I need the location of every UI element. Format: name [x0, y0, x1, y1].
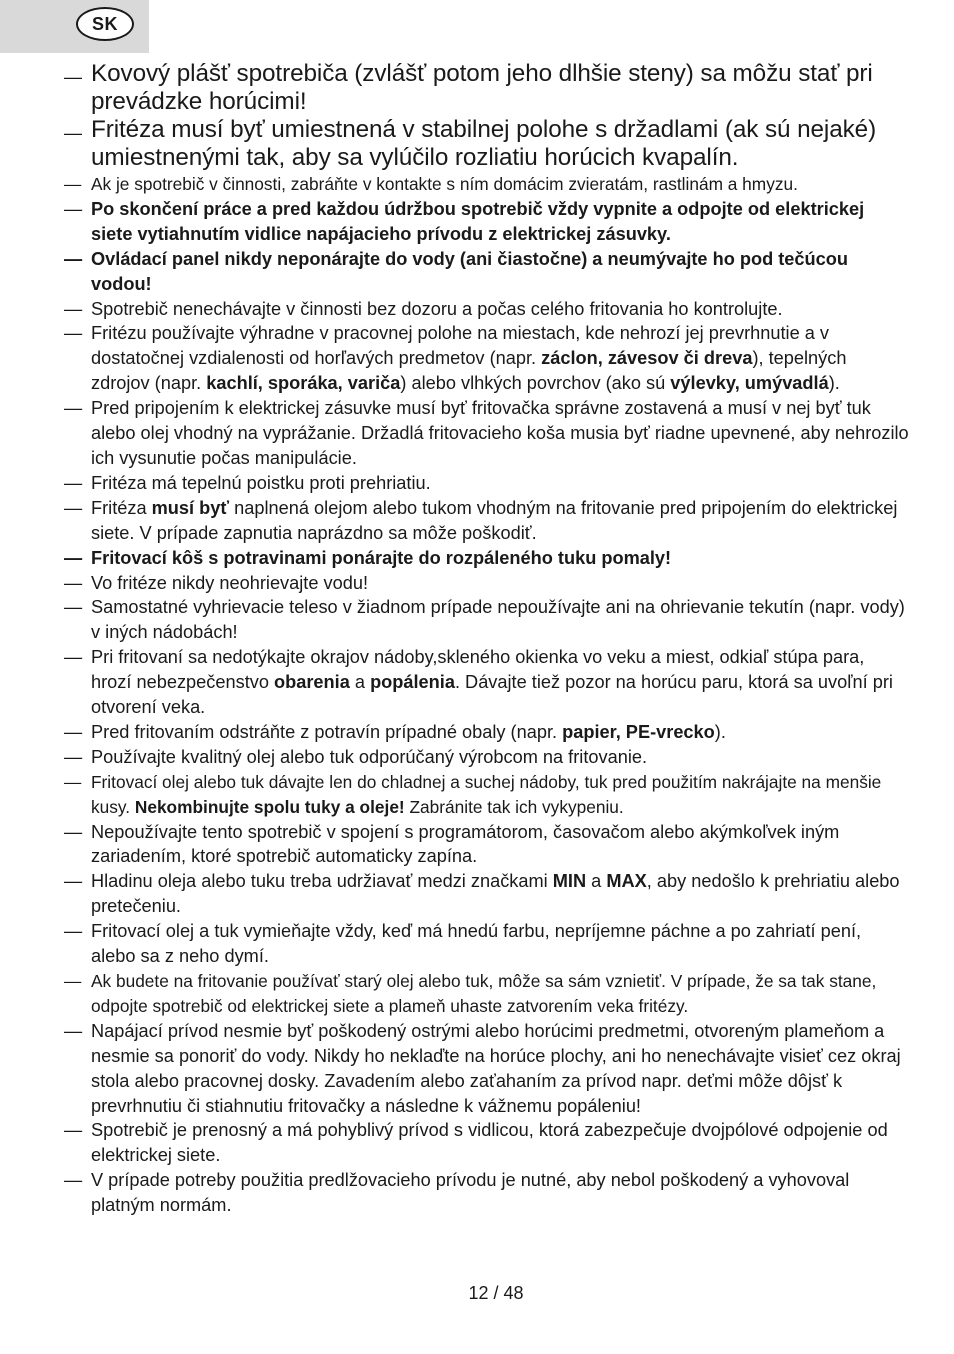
instruction-item [64, 321, 909, 396]
dash-bullet: — [64, 67, 82, 87]
instruction-text: , aby nedošlo k prehriatiu alebo pretečeniu. [91, 871, 900, 917]
dash-bullet: — [64, 1170, 83, 1191]
instruction-text: naplnená olejom alebo tukom vhodným na fritovanie pred pripojením do elektrickej siete. V prípade zapnutia naprázdno sa môže poškodiť. [91, 497, 898, 543]
emphasized-text: MIN [552, 871, 587, 892]
instruction-text: ). [714, 721, 726, 742]
instruction-text: Ak budete na fritovanie používať starý olej alebo tuk, môže sa sám vznietiť. V prípade, že sa tak stane, odpojte spotrebič od elektrickej siete a plameň uhaste zatvorením veka fritézy. [91, 971, 877, 1016]
instruction-text: a [349, 672, 371, 693]
instruction-text: Kovový plášť spotrebiča (zvlášť potom jeho dlhšie steny) sa môžu stať pri prevádzke horúcimi! [91, 60, 873, 115]
emphasized-text: Po skončení práce a pred každou údržbou spotrebič vždy vypnite a odpojte od elektrickej siete vytiahnutím vidlice napájacieho prívodu z elektrickej zásuvky. [91, 198, 865, 244]
instruction-item [64, 297, 909, 322]
instruction-text: Pri fritovaní sa nedotýkajte okrajov nádoby,skleného okienka vo veku a miest, odkiaľ stúpa para, hrozí nebezpečenstvo [91, 647, 865, 693]
instruction-item [64, 60, 909, 116]
emphasized-text: popálenia [370, 672, 455, 693]
dash-bullet: — [64, 971, 82, 991]
instruction-text: ). [828, 373, 840, 394]
instruction-item [64, 471, 909, 496]
dash-bullet: — [64, 398, 83, 419]
dash-bullet: — [64, 547, 83, 568]
instruction-text: Fritézu používajte výhradne v pracovnej polohe na miestach, kde nehrozí jej prevrhnutie a v dostatočnej vzdialenosti od horľavých predmetov (napr. [91, 323, 830, 369]
instruction-text: Používajte kvalitný olej alebo tuk odporúčaný výrobcom na fritovanie. [91, 746, 648, 767]
instruction-item [64, 720, 909, 745]
instruction-item [64, 969, 909, 1019]
instruction-text: Zabránite tak ich vykypeniu. [404, 796, 624, 817]
dash-bullet: — [64, 298, 83, 319]
instruction-item [64, 496, 909, 546]
dash-bullet: — [64, 647, 83, 668]
dash-bullet: — [64, 472, 83, 493]
emphasized-text: Fritovací kôš s potravinami ponárajte do rozpáleného tuku pomaly! [91, 547, 672, 568]
instruction-text: ), tepelných zdrojov (napr. [91, 348, 847, 394]
instruction-text: Vo fritéze nikdy neohrievajte vodu! [91, 572, 369, 593]
page-number: 12 / 48 [468, 1283, 524, 1303]
instruction-item [64, 197, 909, 247]
instruction-text: Napájací prívod nesmie byť poškodený ostrými alebo horúcimi predmetmi, otvoreným plameňom a nesmie sa ponoriť do vody. Nikdy ho neklaďte na horúce plochy, ani ho nenechávajte visieť cez okraj stola alebo pracovnej dosky. Zavadením alebo zaťahaním za prívod napr. deťmi môže dôjsť k prevrhnutiu či stiahnutiu fritovačky a následne k vážnemu popáleniu! [91, 1020, 901, 1116]
dash-bullet: — [64, 174, 82, 194]
dash-bullet: — [64, 572, 83, 593]
instruction-text: . Dávajte tiež pozor na horúcu paru, ktorá sa uvoľní pri otvorení veka. [91, 672, 893, 718]
instruction-text: Pred fritovaním odstráňte z potravín prípadné obaly (napr. [91, 721, 563, 742]
dash-bullet: — [64, 1020, 83, 1041]
dash-bullet: — [64, 597, 83, 618]
instruction-item [64, 396, 909, 471]
instruction-item [64, 172, 909, 197]
instruction-item [64, 770, 909, 820]
dash-bullet: — [64, 871, 83, 892]
instruction-item [64, 745, 909, 770]
instruction-text: Nepoužívajte tento spotrebič v spojení s programátorom, časovačom alebo akýmkoľvek iným zariadením, ktoré spotrebič automaticky zapína. [91, 821, 840, 867]
instruction-item [64, 1118, 909, 1168]
dash-bullet: — [64, 821, 83, 842]
instruction-text: a [586, 871, 607, 892]
dash-bullet: — [64, 497, 83, 518]
instruction-item [64, 645, 909, 720]
emphasized-text: papier, PE-vrecko [562, 721, 715, 742]
instruction-item [64, 820, 909, 870]
dash-bullet: — [64, 323, 83, 344]
emphasized-text: Nekombinujte spolu tuky a oleje! [134, 796, 405, 817]
dash-bullet: — [64, 198, 83, 219]
instruction-item [64, 116, 909, 172]
instruction-item [64, 595, 909, 645]
instruction-text: Fritéza [91, 497, 152, 518]
instruction-item [64, 919, 909, 969]
instruction-text: Fritéza musí byť umiestnená v stabilnej polohe s držadlami (ak sú nejaké) umiestnenými tak, aby sa vylúčilo rozliatiu horúcich kvapalín. [91, 116, 877, 171]
dash-bullet: — [64, 248, 83, 269]
instruction-text: Fritovací olej a tuk vymieňajte vždy, keď má hnedú farbu, nepríjemne páchne a po zahriatí pení, alebo sa z neho dymí. [91, 921, 862, 967]
emphasized-text: kachlí, sporáka, variča [206, 373, 401, 394]
instruction-text: Spotrebič je prenosný a má pohyblivý prívod s vidlicou, ktorá zabezpečuje dvojpólové odpojenie od elektrickej siete. [91, 1120, 888, 1166]
instruction-text: V prípade potreby použitia predlžovacieho prívodu je nutné, aby nebol poškodený a vyhovoval platným normám. [91, 1170, 850, 1216]
language-tab [0, 0, 149, 53]
instruction-text: Spotrebič nenechávajte v činnosti bez dozoru a počas celého fritovania ho kontrolujte. [91, 298, 783, 319]
emphasized-text: MAX [606, 871, 647, 892]
instruction-text: ) alebo vlhkých povrchov (ako sú [400, 373, 671, 394]
dash-bullet: — [64, 1120, 83, 1141]
instruction-text: Samostatné vyhrievacie teleso v žiadnom prípade nepoužívajte ani na ohrievanie tekutín (napr. vody) v iných nádobách! [91, 597, 905, 643]
instruction-text: Pred pripojením k elektrickej zásuvke musí byť fritovačka správne zostavená a musí v nej byť tuk alebo olej vhodný na vyprážanie. Držadlá fritovacieho koša musia byť riadne upevnené, aby nehrozilo ich vysunutie počas manipulácie. [91, 398, 909, 468]
instruction-item [64, 546, 909, 571]
instruction-text: Ak je spotrebič v činnosti, zabráňte v kontakte s ním domácim zvieratám, rastlinám a hmyzu. [91, 174, 798, 194]
dash-bullet: — [64, 123, 82, 143]
instruction-text: Fritéza má tepelnú poistku proti prehriatiu. [91, 472, 431, 493]
dash-bullet: — [64, 921, 83, 942]
emphasized-text: výlevky, umývadlá [670, 373, 829, 394]
safety-instructions-list [64, 60, 909, 1218]
instruction-item [64, 247, 909, 297]
instruction-text: Fritovací olej alebo tuk dávajte len do chladnej a suchej nádoby, tuk pred použitím nakrájajte na menšie kusy. [91, 771, 882, 817]
emphasized-text: obarenia [274, 672, 350, 693]
emphasized-text: musí byť [151, 497, 230, 518]
emphasized-text: záclon, závesov či dreva [541, 348, 753, 369]
instruction-item [64, 571, 909, 596]
emphasized-text: Ovládací panel nikdy neponárajte do vody (ani čiastočne) a neumývajte ho pod tečúcou vodou! [91, 248, 848, 294]
dash-bullet: — [64, 771, 82, 792]
dash-bullet: — [64, 746, 83, 767]
dash-bullet: — [64, 721, 83, 742]
language-badge: SK [76, 7, 134, 41]
instruction-item [64, 1168, 909, 1218]
instruction-text: Hladinu oleja alebo tuku treba udržiavať medzi značkami [91, 871, 553, 892]
instruction-item [64, 1019, 909, 1119]
instruction-item [64, 869, 909, 919]
